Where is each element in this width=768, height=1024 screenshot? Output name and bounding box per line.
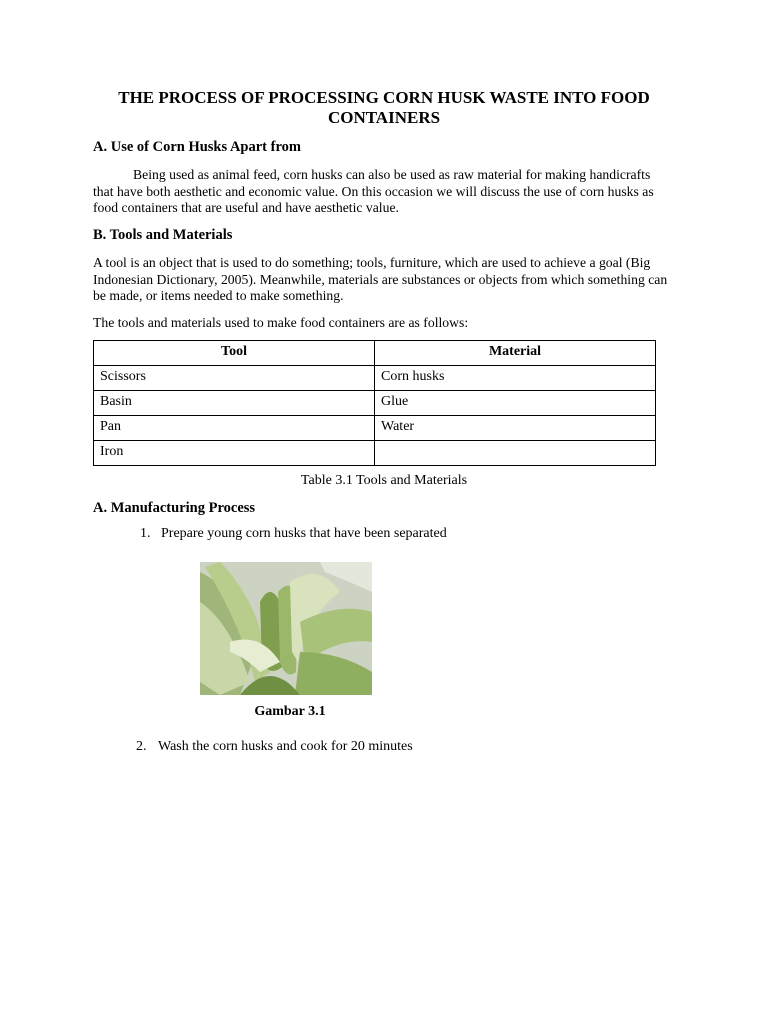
table-row xyxy=(94,366,656,391)
table-caption: Table 3.1 Tools and Materials xyxy=(300,473,468,488)
figure-caption: Gambar 3.1 xyxy=(254,704,326,719)
document-title: THE PROCESS OF PROCESSING CORN HUSK WASTE INTO FOOD CONTAINERS xyxy=(118,88,650,127)
table-row xyxy=(94,391,656,416)
table-cell-material: Water xyxy=(375,416,656,441)
section-b-heading: B. Tools and Materials xyxy=(93,227,233,243)
table-cell-tool: Basin xyxy=(94,391,375,416)
step-1-text: Prepare young corn husks that have been separated xyxy=(161,526,447,541)
section-a-heading: A. Use of Corn Husks Apart from xyxy=(93,139,301,155)
table-row xyxy=(94,441,656,466)
table-intro: The tools and materials used to make food containers are as follows: xyxy=(93,315,469,330)
table-header-material: Material xyxy=(375,341,656,366)
table-row xyxy=(94,416,656,441)
section-b-paragraph: A tool is an object that is used to do something; tools, furniture, which are used to achieve a goal (Big Indonesian Dictionary, 2005). Meanwhile, materials are substances or objects from which something can be made, or items needed to make something. xyxy=(93,255,668,303)
table-header-row xyxy=(94,341,656,366)
table-cell-material: Glue xyxy=(375,391,656,416)
corn-husk-photo xyxy=(200,562,372,695)
table-cell-tool: Iron xyxy=(94,441,375,466)
section-c-heading: A. Manufacturing Process xyxy=(93,500,256,516)
table-cell-material xyxy=(375,441,656,466)
step-2-text: Wash the corn husks and cook for 20 minutes xyxy=(158,739,413,754)
table-cell-material: Corn husks xyxy=(375,366,656,391)
table-cell-tool: Pan xyxy=(94,416,375,441)
table-cell-tool: Scissors xyxy=(94,366,375,391)
step-2-number: 2. xyxy=(136,739,147,754)
corn-husk-illustration xyxy=(200,562,372,695)
tools-materials-table xyxy=(93,340,656,466)
table-header-tool: Tool xyxy=(94,341,375,366)
section-a-paragraph: Being used as animal feed, corn husks can also be used as raw material for making handicrafts that have both aesthetic and economic value. On this occasion we will discuss the use of corn husks as food containers that are useful and have aesthetic value. xyxy=(93,167,654,215)
step-1-number: 1. xyxy=(140,526,151,541)
